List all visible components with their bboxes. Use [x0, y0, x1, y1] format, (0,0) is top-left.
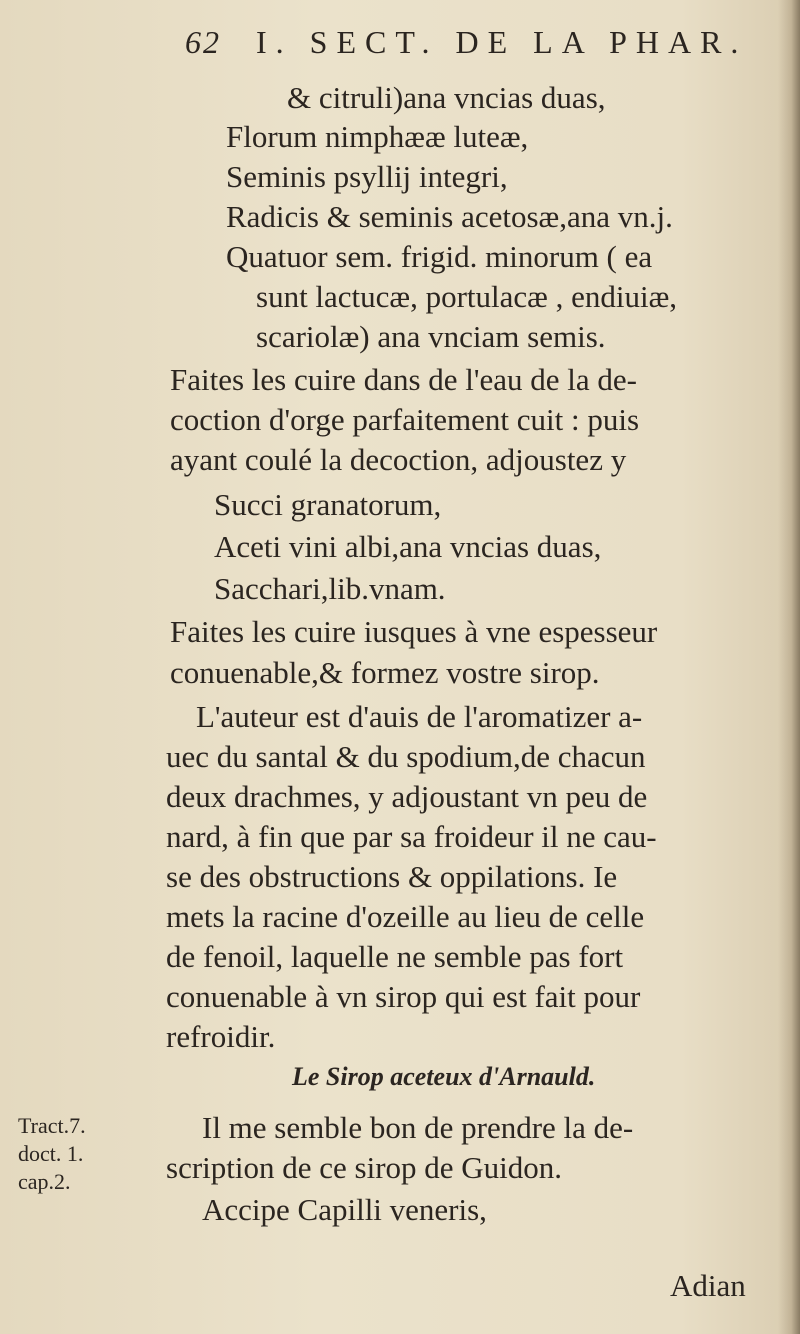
text-line: Aceti vini albi,ana vncias duas, — [214, 529, 602, 564]
text-line: & citruli)ana vncias duas, — [287, 80, 606, 115]
text-line: L'auteur est d'auis de l'aromatizer a- — [196, 699, 643, 734]
text-line: Sacchari,lib.vnam. — [214, 571, 446, 606]
text-line: mets la racine d'ozeille au lieu de celle — [166, 899, 645, 934]
text-line: Florum nimphææ luteæ, — [226, 119, 529, 154]
text-line: se des obstructions & oppilations. Ie — [166, 859, 618, 894]
text-line: refroidir. — [166, 1019, 276, 1054]
running-header — [185, 24, 765, 61]
running-title: I. SECT. DE LA PHAR. — [256, 24, 748, 60]
text-line: ayant coulé la decoction, adjoustez y — [170, 442, 627, 477]
text-line: scription de ce sirop de Guidon. — [166, 1150, 563, 1185]
page-number: 62 — [185, 24, 221, 60]
text-line: de fenoil, laquelle ne semble pas fort — [166, 939, 624, 974]
text-line: sunt lactucæ, portulacæ , endiuiæ, — [256, 279, 678, 314]
margin-note-line: Tract.7. — [18, 1113, 86, 1138]
text-line: Faites les cuire dans de l'eau de la de- — [170, 362, 637, 397]
catchword: Adian — [670, 1268, 746, 1303]
text-line: Quatuor sem. frigid. minorum ( ea — [226, 239, 653, 274]
section-heading: Le Sirop aceteux d'Arnauld. — [292, 1062, 596, 1091]
text-line: coction d'orge parfaitement cuit : puis — [170, 402, 640, 437]
text-line: Il me semble bon de prendre la de- — [202, 1110, 634, 1145]
text-line: nard, à fin que par sa froideur il ne cau- — [166, 819, 657, 854]
text-line: conuenable,& formez vostre sirop. — [170, 655, 600, 690]
text-line: Accipe Capilli veneris, — [202, 1192, 487, 1227]
text-line: scariolæ) ana vnciam semis. — [256, 319, 606, 354]
page-edge-shadow — [778, 0, 800, 1334]
text-line: conuenable à vn sirop qui est fait pour — [166, 979, 641, 1014]
margin-note-line: cap.2. — [18, 1169, 71, 1194]
text-line: deux drachmes, y adjoustant vn peu de — [166, 779, 648, 814]
text-line: uec du santal & du spodium,de chacun — [166, 739, 646, 774]
text-line: Faites les cuire iusques à vne espesseur — [170, 614, 658, 649]
text-line: Seminis psyllij integri, — [226, 159, 508, 194]
text-line: Radicis & seminis acetosæ,ana vn.j. — [226, 199, 673, 234]
text-line: Succi granatorum, — [214, 487, 442, 522]
margin-note-line: doct. 1. — [18, 1141, 84, 1166]
